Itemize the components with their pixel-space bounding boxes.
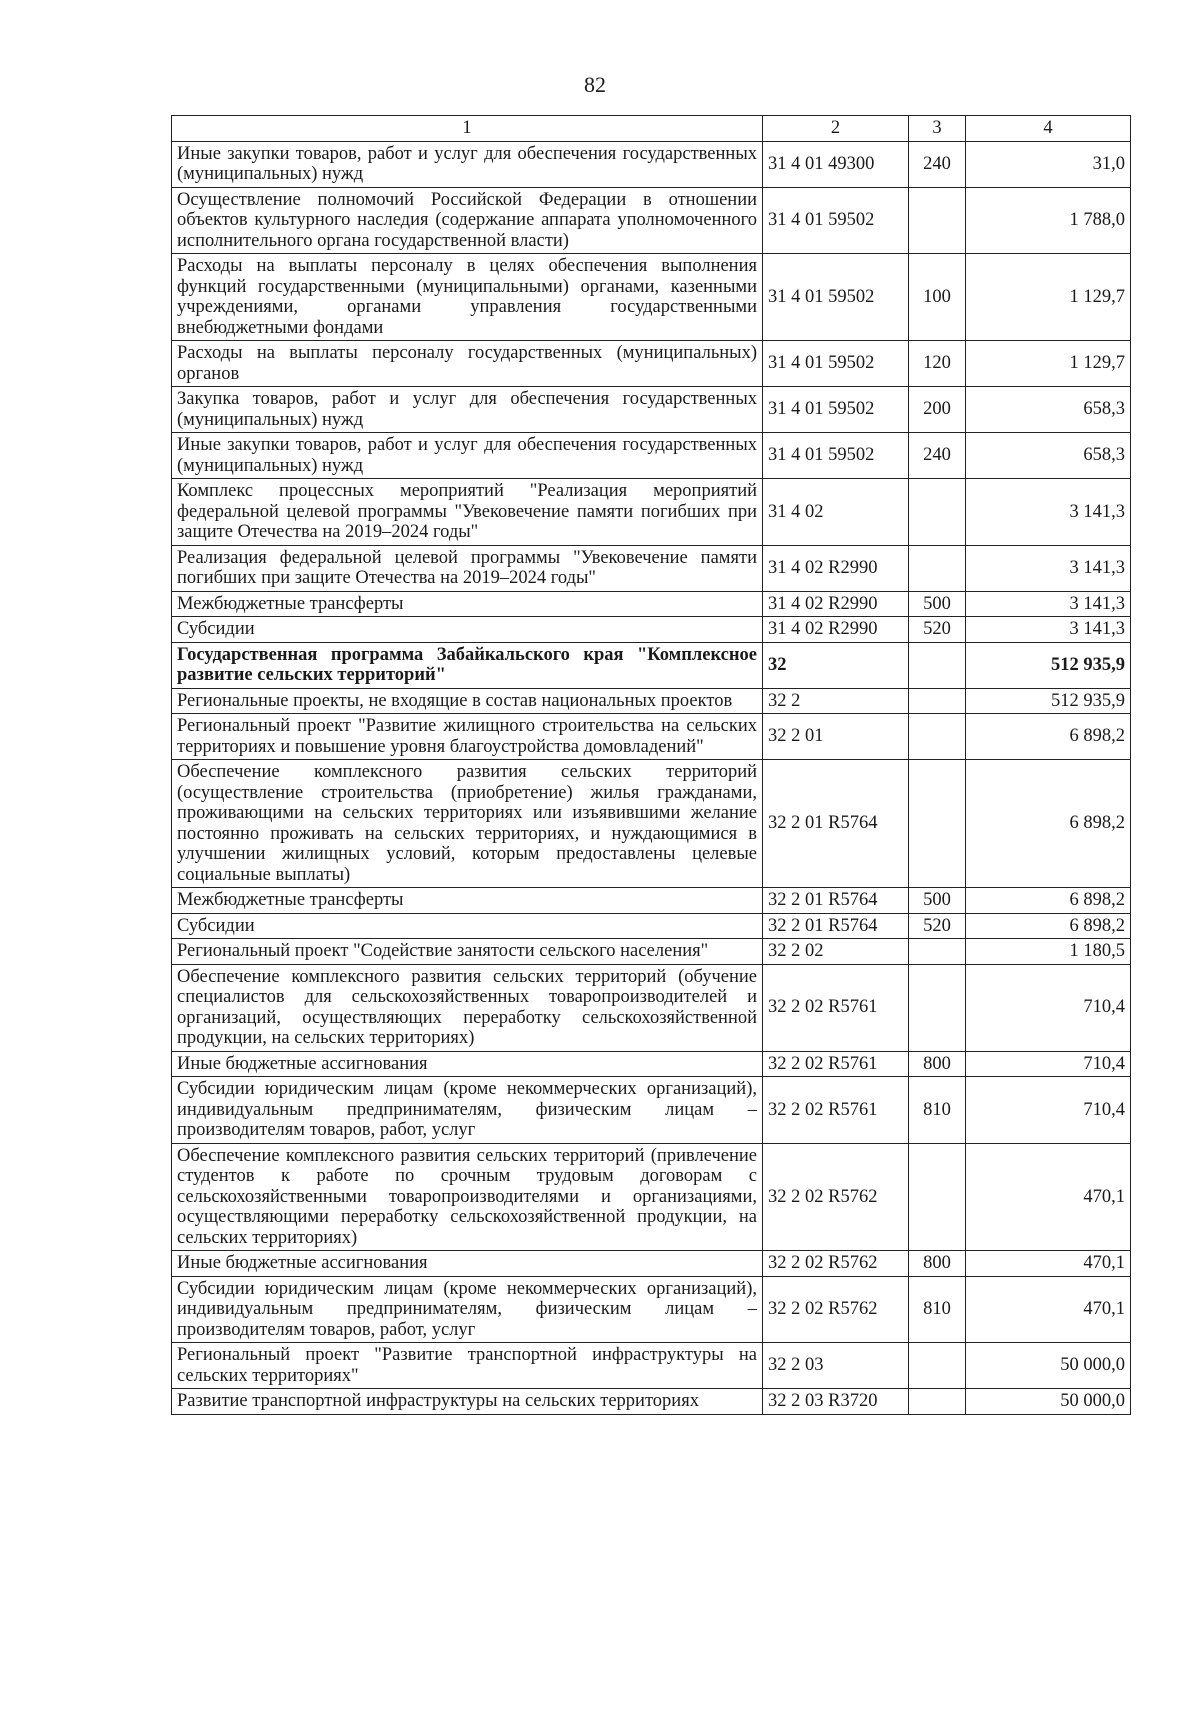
table-row: [172, 1389, 1131, 1415]
table-row: [172, 642, 1131, 688]
row-code-cell: 31 4 01 59502: [763, 341, 909, 387]
row-code-cell: 32 2: [763, 688, 909, 714]
row-name-cell: Развитие транспортной инфраструктуры на сельских территориях: [172, 1389, 763, 1415]
row-name-cell: Региональный проект "Развитие жилищного строительства на сельских территориях и повышение уровня благоустройства домовладений": [172, 714, 763, 760]
row-vr-cell: 520: [909, 913, 966, 939]
row-vr-cell: [909, 1343, 966, 1389]
row-name-cell: Реализация федеральной целевой программы "Увековечение памяти погибших при защите Отечества на 2019–2024 годы": [172, 545, 763, 591]
table-row: [172, 939, 1131, 965]
row-name-cell: Межбюджетные трансферты: [172, 591, 763, 617]
row-code-cell: 32 2 02 R5761: [763, 964, 909, 1051]
table-row: [172, 1276, 1131, 1343]
row-amount-cell: 6 898,2: [966, 888, 1131, 914]
row-vr-cell: [909, 688, 966, 714]
row-amount-cell: 710,4: [966, 964, 1131, 1051]
row-code-cell: 31 4 02 R2990: [763, 545, 909, 591]
row-name-cell: Иные закупки товаров, работ и услуг для обеспечения государственных (муниципальных) нужд: [172, 141, 763, 187]
row-amount-cell: 50 000,0: [966, 1389, 1131, 1415]
row-code-cell: 32 2 03 R3720: [763, 1389, 909, 1415]
row-code-cell: 32 2 01: [763, 714, 909, 760]
table-row: [172, 688, 1131, 714]
table-row: [172, 714, 1131, 760]
row-amount-cell: 3 141,3: [966, 545, 1131, 591]
row-name-cell: Обеспечение комплексного развития сельских территорий (привлечение студентов к работе по срочным трудовым договорам с сельскохозяйственными товаропроизводителями и организациями, осуществляющими переработку сельскохозяйственной продукции, на сельских территориях): [172, 1143, 763, 1251]
row-code-cell: 32 2 02 R5761: [763, 1077, 909, 1144]
row-code-cell: 32: [763, 642, 909, 688]
budget-table: [171, 115, 1131, 1415]
row-code-cell: 31 4 01 49300: [763, 141, 909, 187]
column-header-4: 4: [966, 116, 1131, 142]
row-code-cell: 31 4 01 59502: [763, 187, 909, 254]
row-code-cell: 32 2 02 R5762: [763, 1251, 909, 1277]
row-amount-cell: 50 000,0: [966, 1343, 1131, 1389]
row-name-cell: Субсидии юридическим лицам (кроме некоммерческих организаций), индивидуальным предпринимателям, физическим лицам – производителям товаров, работ, услуг: [172, 1077, 763, 1144]
row-amount-cell: 512 935,9: [966, 688, 1131, 714]
row-vr-cell: 500: [909, 591, 966, 617]
row-amount-cell: 31,0: [966, 141, 1131, 187]
row-code-cell: 31 4 01 59502: [763, 254, 909, 341]
table-row: [172, 254, 1131, 341]
row-name-cell: Расходы на выплаты персоналу государственных (муниципальных) органов: [172, 341, 763, 387]
row-amount-cell: 3 141,3: [966, 617, 1131, 643]
row-code-cell: 32 2 03: [763, 1343, 909, 1389]
table-row: [172, 141, 1131, 187]
row-vr-cell: [909, 1389, 966, 1415]
row-amount-cell: 1 129,7: [966, 254, 1131, 341]
row-name-cell: Межбюджетные трансферты: [172, 888, 763, 914]
table-row: [172, 964, 1131, 1051]
row-amount-cell: 3 141,3: [966, 591, 1131, 617]
row-amount-cell: 6 898,2: [966, 760, 1131, 888]
table-row: [172, 1251, 1131, 1277]
row-name-cell: Обеспечение комплексного развития сельских территорий (осуществление строительства (приобретение) жилья гражданами, проживающими на сельских территориях или изъявившими желание постоянно проживать на сельских территориях, и нуждающимися в улучшении жилищных условий, которым предоставлены целевые социальные выплаты): [172, 760, 763, 888]
row-amount-cell: 6 898,2: [966, 714, 1131, 760]
row-amount-cell: 710,4: [966, 1051, 1131, 1077]
row-vr-cell: [909, 964, 966, 1051]
table-row: [172, 1051, 1131, 1077]
row-amount-cell: 658,3: [966, 387, 1131, 433]
table-row: [172, 888, 1131, 914]
row-vr-cell: [909, 187, 966, 254]
table-row: [172, 1343, 1131, 1389]
table-row: [172, 187, 1131, 254]
row-amount-cell: 512 935,9: [966, 642, 1131, 688]
row-amount-cell: 1 788,0: [966, 187, 1131, 254]
table-row: [172, 617, 1131, 643]
row-vr-cell: [909, 1143, 966, 1251]
row-code-cell: 31 4 02 R2990: [763, 591, 909, 617]
row-vr-cell: [909, 939, 966, 965]
row-vr-cell: 240: [909, 433, 966, 479]
column-header-1: 1: [172, 116, 763, 142]
row-name-cell: Региональные проекты, не входящие в состав национальных проектов: [172, 688, 763, 714]
row-name-cell: Закупка товаров, работ и услуг для обеспечения государственных (муниципальных) нужд: [172, 387, 763, 433]
row-name-cell: Субсидии юридическим лицам (кроме некоммерческих организаций), индивидуальным предпринимателям, физическим лицам – производителям товаров, работ, услуг: [172, 1276, 763, 1343]
row-name-cell: Иные бюджетные ассигнования: [172, 1251, 763, 1277]
row-vr-cell: [909, 545, 966, 591]
row-amount-cell: 710,4: [966, 1077, 1131, 1144]
row-code-cell: 32 2 02: [763, 939, 909, 965]
row-code-cell: 31 4 02: [763, 479, 909, 546]
row-code-cell: 32 2 02 R5762: [763, 1143, 909, 1251]
row-vr-cell: 100: [909, 254, 966, 341]
page-number: 82: [584, 72, 606, 97]
column-header-3: 3: [909, 116, 966, 142]
row-code-cell: 31 4 02 R2990: [763, 617, 909, 643]
row-code-cell: 31 4 01 59502: [763, 387, 909, 433]
table-row: [172, 1077, 1131, 1144]
row-name-cell: Региональный проект "Развитие транспортной инфраструктуры на сельских территориях": [172, 1343, 763, 1389]
table-row: [172, 387, 1131, 433]
row-name-cell: Расходы на выплаты персоналу в целях обеспечения выполнения функций государственными (муниципальными) органами, казенными учреждениями, органами управления государственными внебюджетными фондами: [172, 254, 763, 341]
row-vr-cell: 800: [909, 1051, 966, 1077]
table-row: [172, 760, 1131, 888]
row-code-cell: 32 2 01 R5764: [763, 888, 909, 914]
row-amount-cell: 470,1: [966, 1143, 1131, 1251]
table-header-row: [172, 116, 1131, 142]
row-vr-cell: [909, 479, 966, 546]
row-name-cell: Обеспечение комплексного развития сельских территорий (обучение специалистов для сельскохозяйственных товаропроизводителей и организаций, осуществляющих переработку сельскохозяйственной продукции, на сельских территориях): [172, 964, 763, 1051]
row-name-cell: Иные закупки товаров, работ и услуг для обеспечения государственных (муниципальных) нужд: [172, 433, 763, 479]
row-code-cell: 32 2 01 R5764: [763, 913, 909, 939]
row-code-cell: 31 4 01 59502: [763, 433, 909, 479]
table-row: [172, 591, 1131, 617]
table-row: [172, 341, 1131, 387]
table-row: [172, 433, 1131, 479]
row-amount-cell: 470,1: [966, 1251, 1131, 1277]
row-amount-cell: 1 180,5: [966, 939, 1131, 965]
row-vr-cell: 800: [909, 1251, 966, 1277]
row-name-cell: Субсидии: [172, 913, 763, 939]
row-code-cell: 32 2 02 R5761: [763, 1051, 909, 1077]
row-vr-cell: 200: [909, 387, 966, 433]
row-vr-cell: [909, 760, 966, 888]
row-name-cell: Субсидии: [172, 617, 763, 643]
table-row: [172, 479, 1131, 546]
row-amount-cell: 6 898,2: [966, 913, 1131, 939]
row-code-cell: 32 2 02 R5762: [763, 1276, 909, 1343]
row-vr-cell: 120: [909, 341, 966, 387]
row-name-cell: Иные бюджетные ассигнования: [172, 1051, 763, 1077]
column-header-2: 2: [763, 116, 909, 142]
row-amount-cell: 1 129,7: [966, 341, 1131, 387]
row-vr-cell: [909, 642, 966, 688]
row-name-cell: Государственная программа Забайкальского края "Комплексное развитие сельских территорий": [172, 642, 763, 688]
table-row: [172, 545, 1131, 591]
row-vr-cell: 240: [909, 141, 966, 187]
row-name-cell: Комплекс процессных мероприятий "Реализация мероприятий федеральной целевой программы "Увековечение памяти погибших при защите Отечества на 2019–2024 годы": [172, 479, 763, 546]
row-amount-cell: 3 141,3: [966, 479, 1131, 546]
row-amount-cell: 658,3: [966, 433, 1131, 479]
table-row: [172, 1143, 1131, 1251]
row-vr-cell: [909, 714, 966, 760]
row-vr-cell: 520: [909, 617, 966, 643]
row-vr-cell: 810: [909, 1077, 966, 1144]
row-code-cell: 32 2 01 R5764: [763, 760, 909, 888]
row-amount-cell: 470,1: [966, 1276, 1131, 1343]
table-row: [172, 913, 1131, 939]
row-name-cell: Осуществление полномочий Российской Федерации в отношении объектов культурного наследия (содержание аппарата уполномоченного исполнительного органа государственной власти): [172, 187, 763, 254]
row-vr-cell: 500: [909, 888, 966, 914]
row-name-cell: Региональный проект "Содействие занятости сельского населения": [172, 939, 763, 965]
row-vr-cell: 810: [909, 1276, 966, 1343]
